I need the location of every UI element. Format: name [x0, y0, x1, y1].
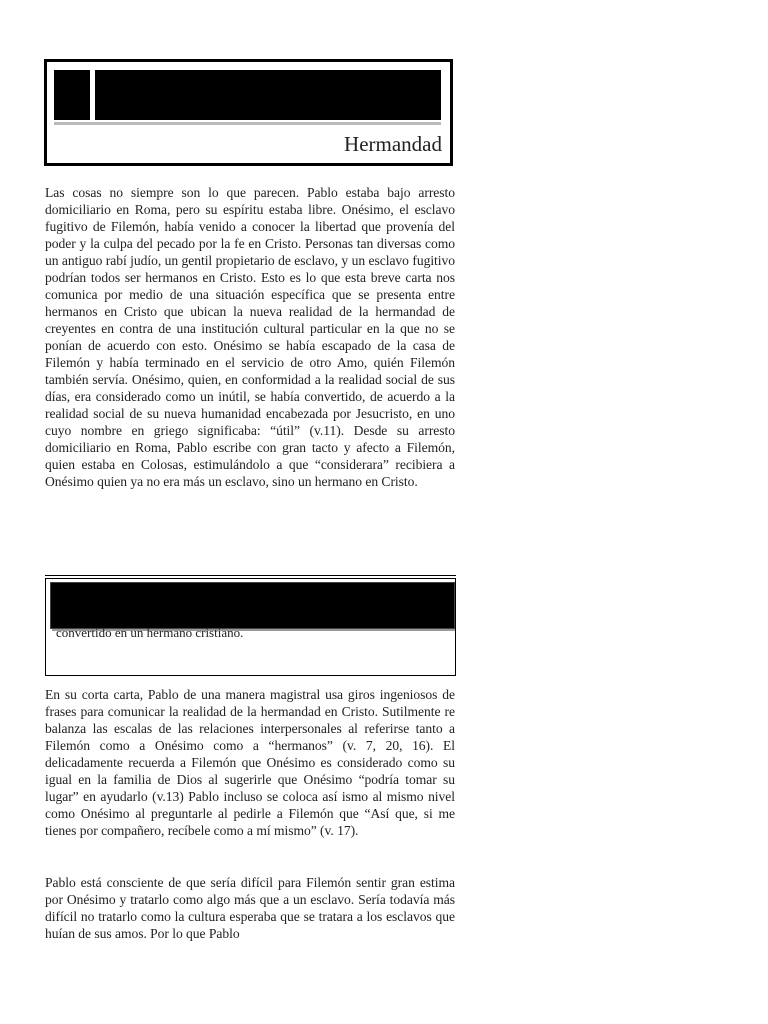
- header-box: [44, 59, 453, 166]
- header-redaction-left: [54, 70, 90, 120]
- callout-top-rule: [45, 575, 456, 576]
- paragraph-intro: Las cosas no siempre son lo que parecen. Pablo estaba bajo arresto domiciliario en Roma, pero su espíritu estaba libre. Onésimo, el esclavo fugitivo de Filemón, había venido a conocer la libertad que provenía del poder y la culpa del pecado por la fe en Cristo. Personas tan diversas como un antiguo rabí judío, un gentil propietario de esclavo, y un esclavo fugitivo podrían todos ser hermanos en Cristo. Esto es lo que esta breve carta nos comunica por medio de una situación específica que se presenta entre hermanos en Cristo que ubican la nueva realidad de la hermandad de creyentes en contra de una institución cultural particular en la que no se ponían de acuerdo con esto. Onésimo se había escapado de la casa de Filemón y había terminado en el servicio de otro Amo, quién Filemón también servía. Onésimo, quien, en conformidad a la realidad social de sus días, era considerado como un inútil, se había convertido, de acuerdo a la realidad social de su nueva humanidad encabezada por Jesucristo, en uno cuyo nombre en griego significaba: “útil” (v.11). Desde su arresto domiciliario en Roma, Pablo escribe con gran tacto y afecto a Filemón, quien estaba en Colosas, estimulándolo a que “considerara” recibiera a Onésimo quien ya no era más un esclavo, sino un hermano en Cristo.: [45, 185, 455, 489]
- paragraph-conscious: Pablo está consciente de que sería difícil para Filemón sentir gran estima por Onésimo y tratarlo como algo más que a un esclavo. Sería todavía más difícil no tratarlo como la cultura esperaba que se tratara a los esclavos que huían de sus amos. Por lo que Pablo: [45, 875, 455, 941]
- header-redaction-main: [95, 70, 441, 120]
- page-title: Hermandad: [344, 132, 442, 156]
- callout-text: convertido en un hermano cristiano.: [56, 625, 244, 640]
- callout-box: [45, 578, 456, 676]
- paragraph-letter: En su corta carta, Pablo de una manera magistral usa giros ingeniosos de frases para comunicar la realidad de la hermandad en Cristo. Sutilmente re balanza las escalas de las relaciones interpersonales al referirse tanto a Filemón como a Onésimo como a “hermanos” (v. 7, 20, 16). El delicadamente recuerda a Filemón que Onésimo es considerado como su igual en la familia de Dios al sugerirle que Onésimo “podría tomar su lugar” en ayudarlo (v.13) Pablo incluso se coloca así ismo al mismo nivel como Onésimo al preguntarle al pedirle a Filemón que “Así que, si me tienes por compañero, recíbele como a mí mismo” (v. 17).: [45, 687, 455, 838]
- callout-redaction: [50, 582, 455, 629]
- header-divider: [54, 122, 441, 125]
